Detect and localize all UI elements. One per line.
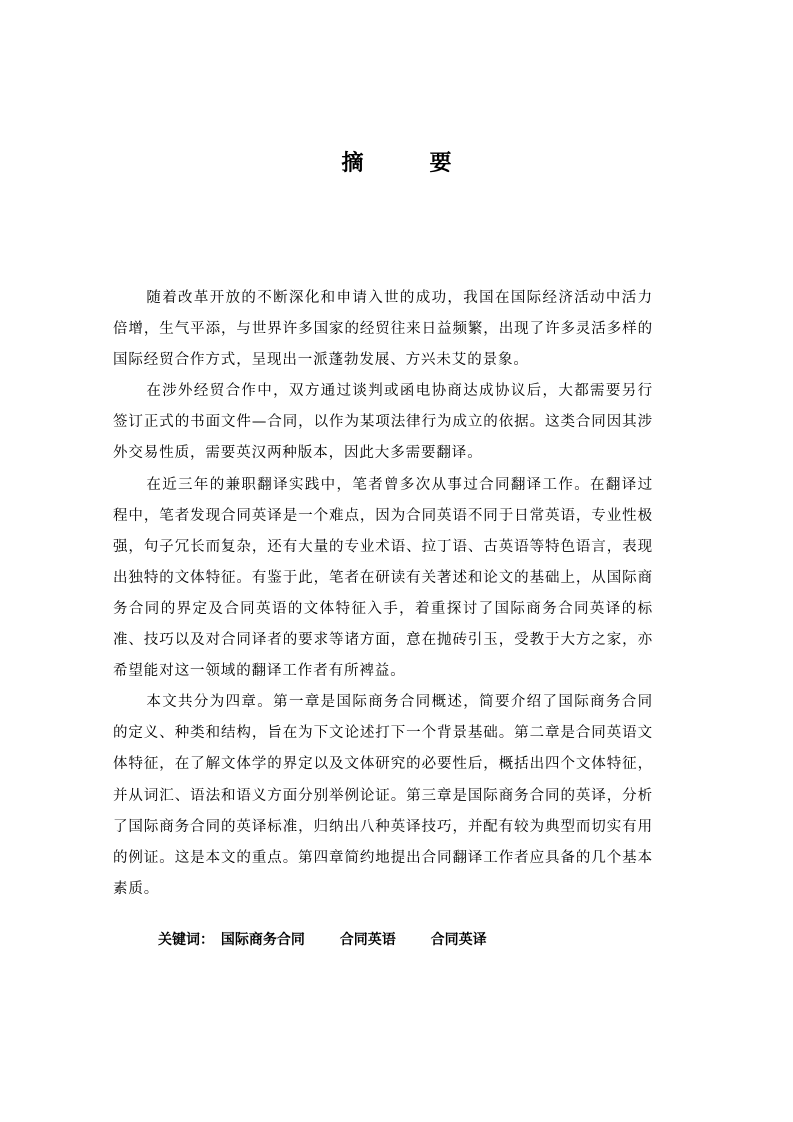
keywords-line — [158, 925, 487, 955]
keyword-item: 合同英语 — [339, 932, 396, 948]
abstract-paragraph-2: 在涉外经贸合作中，双方通过谈判或函电协商达成协议后，大都需要另行签订正式的书面文件—合同，以作为某项法律行为成立的依据。这类合同因其涉外交易性质，需要英汉两种版本，因此大多需要翻译。 — [113, 383, 653, 462]
keyword-item: 合同英译 — [430, 932, 487, 948]
keywords-label: 关键词： — [158, 932, 214, 948]
abstract-paragraph-4: 本文共分为四章。第一章是国际商务合同概述，简要介绍了国际商务合同的定义、种类和结构，旨在为下文论述打下一个背景基础。第二章是合同英语文体特征，在了解文体学的界定以及文体研究的必要性后，概括出四个文体特征，并从词汇、语法和语义方面分别举例论证。第三章是国际商务合同的英译，分析了国际商务合同的英译标准，归纳出八种英译技巧，并配有较为典型而切实有用的例证。这是本文的重点。第四章简约地提出合同翻译工作者应具备的几个基本素质。 — [113, 694, 653, 897]
abstract-paragraph-1: 随着改革开放的不断深化和申请入世的成功，我国在国际经济活动中活力倍增，生气平添，与世界许多国家的经贸往来日益频繁，出现了许多灵活多样的国际经贸合作方式，呈现出一派蓬勃发展、方兴未艾的景象。 — [113, 290, 653, 369]
keyword-item: 国际商务合同 — [220, 932, 305, 948]
abstract-body — [113, 283, 653, 905]
abstract-paragraph-3: 在近三年的兼职翻译实践中，笔者曾多次从事过合同翻译工作。在翻译过程中，笔者发现合同英译是一个难点，因为合同英语不同于日常英语，专业性极强，句子冗长而复杂，还有大量的专业术语、拉丁语、古英语等特色语言，表现出独特的文体特征。有鉴于此，笔者在研读有关著述和论文的基础上，从国际商务合同的界定及合同英语的文体特征入手，着重探讨了国际商务合同英译的标准、技巧以及对合同译者的要求等诸方面，意在抛砖引玉，受教于大方之家，亦希望能对这一领域的翻译工作者有所裨益。 — [113, 476, 653, 680]
abstract-title: 摘 要 — [341, 151, 474, 176]
